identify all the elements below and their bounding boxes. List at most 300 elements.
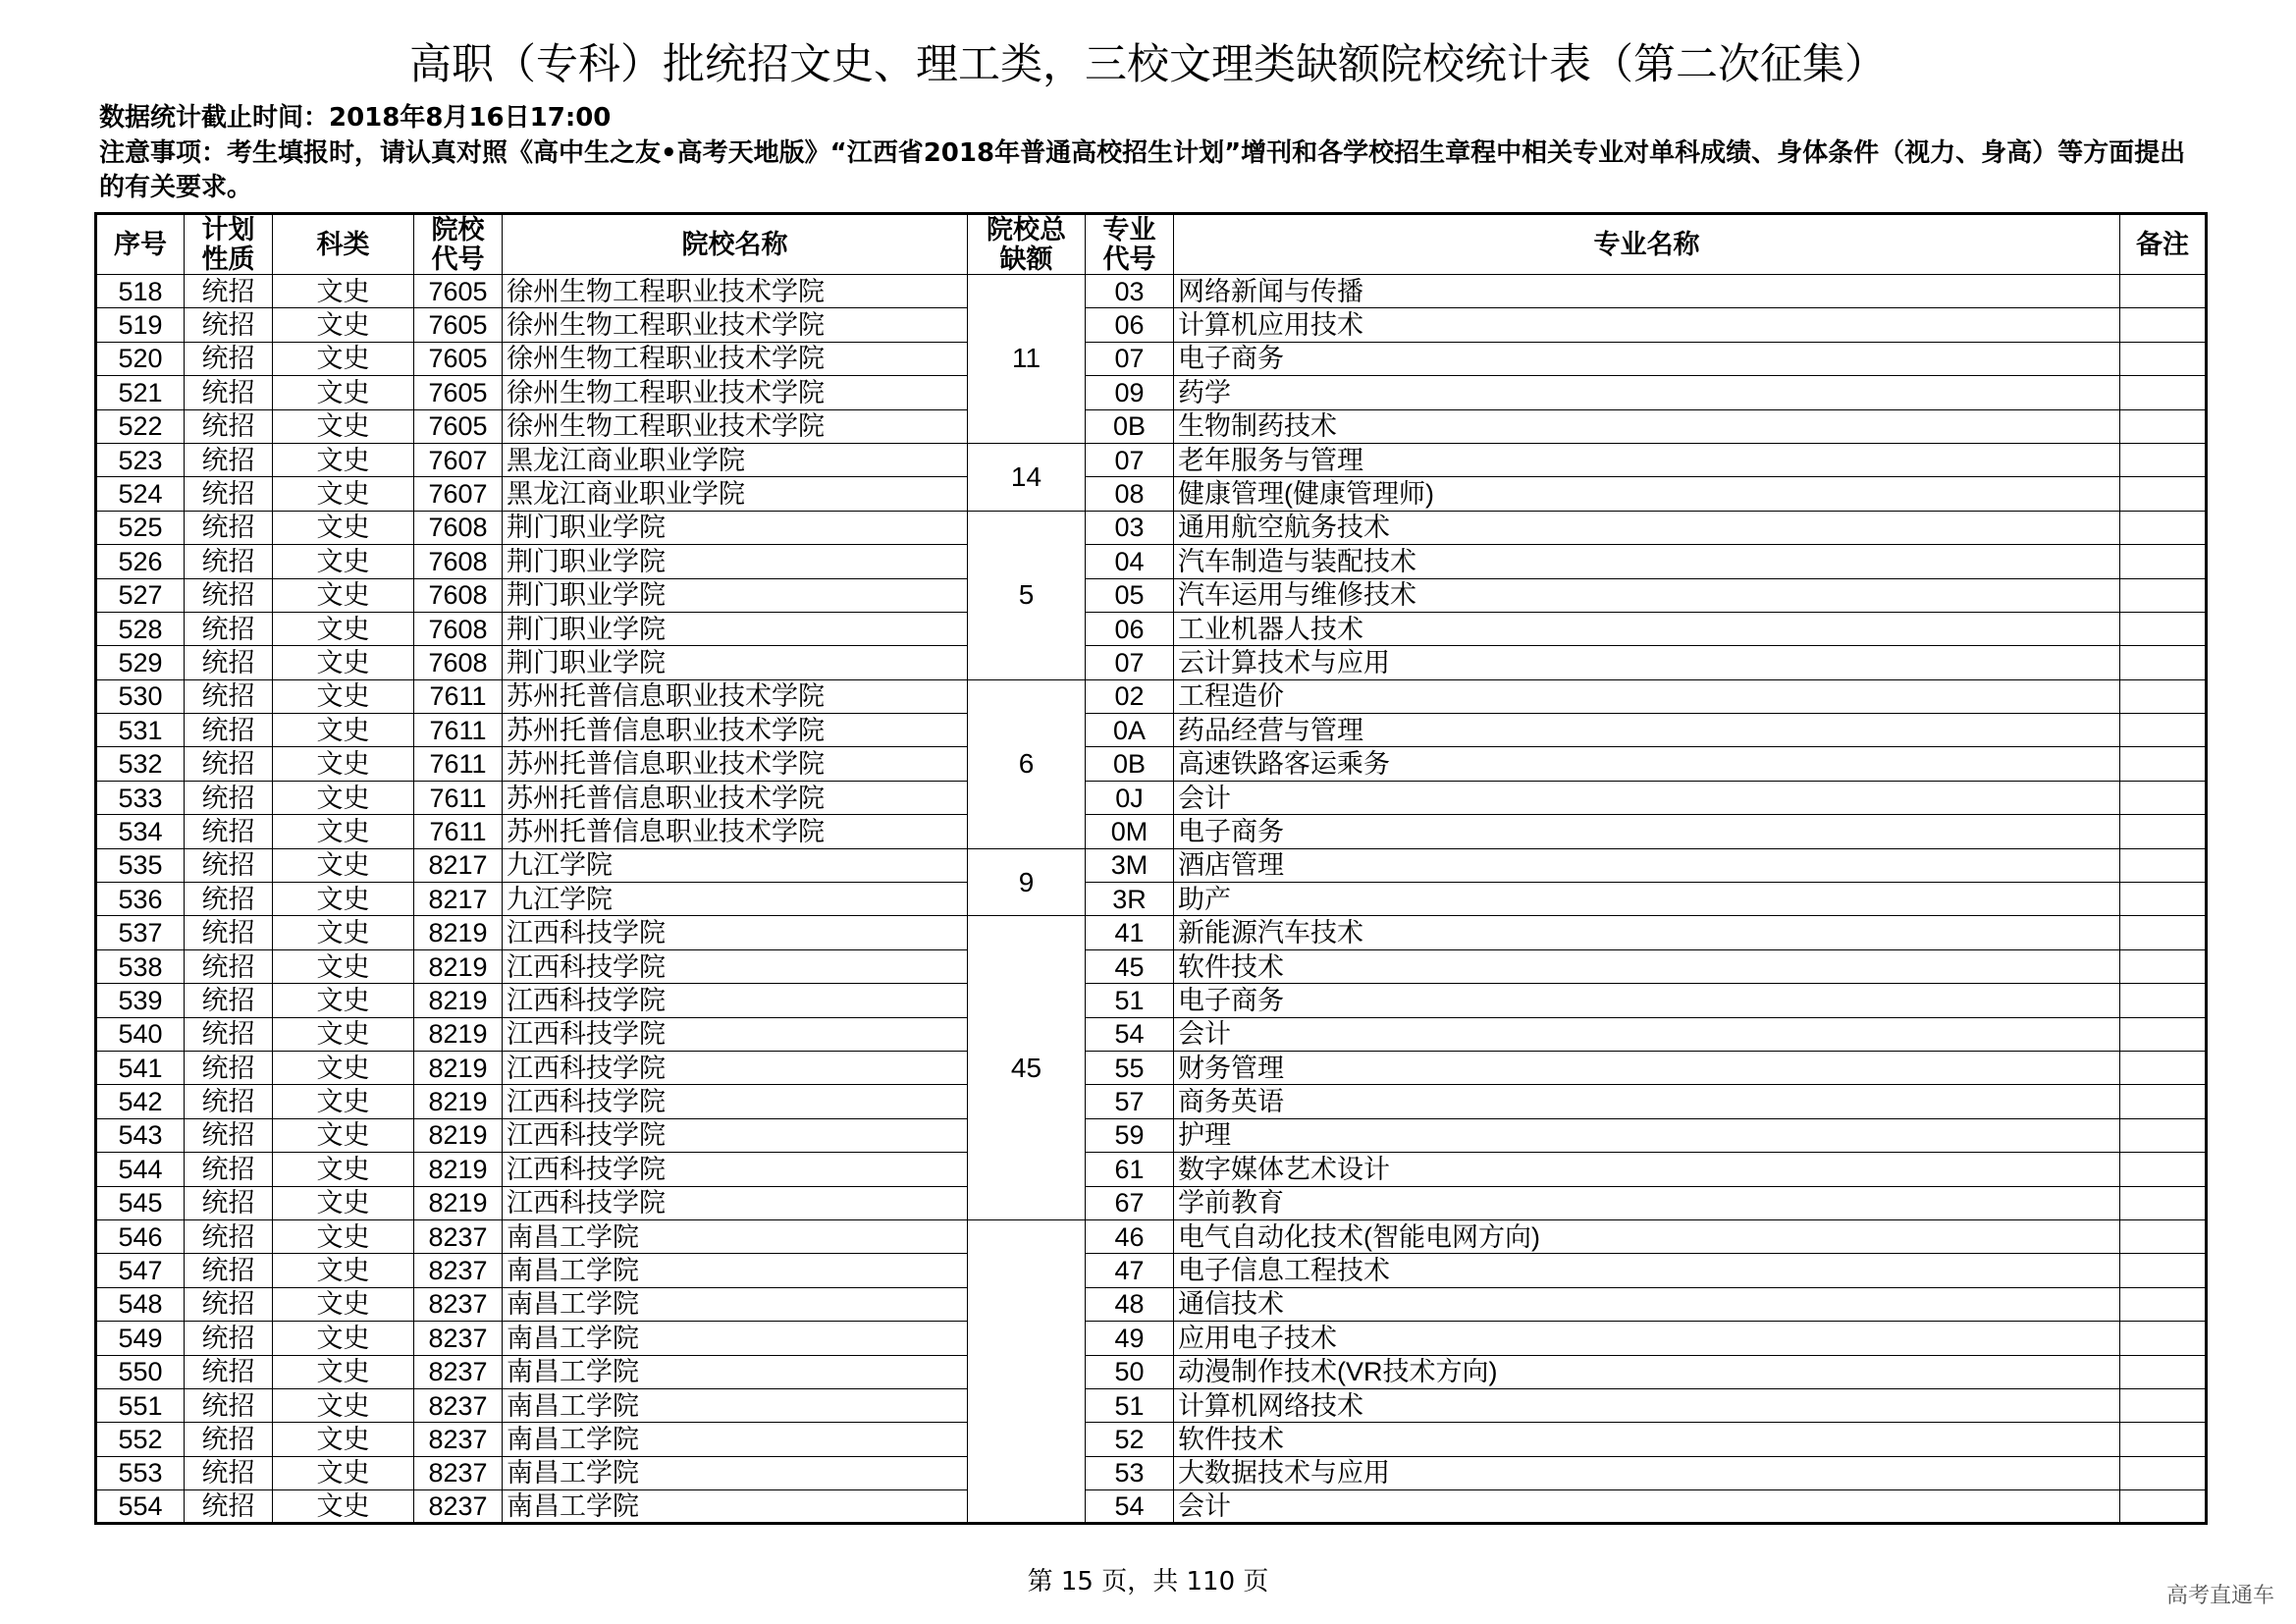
cell-remark [2120,781,2207,814]
cell-school-name: 苏州托普信息职业技术学院 [503,781,968,814]
cell-plan: 统招 [185,848,273,882]
cell-school-name: 徐州生物工程职业技术学院 [503,342,968,375]
cell-plan: 统招 [185,1153,273,1186]
cell-plan: 统招 [185,1118,273,1152]
cell-total-gap: 6 [968,679,1086,848]
cell-remark [2120,578,2207,612]
cell-school-code: 7608 [414,578,503,612]
cell-plan: 统招 [185,747,273,781]
cell-plan: 统招 [185,781,273,814]
cell-remark [2120,477,2207,511]
cell-school-name: 南昌工学院 [503,1456,968,1489]
table-row [96,1118,2207,1152]
cell-seq: 543 [96,1118,185,1152]
cell-school-name: 江西科技学院 [503,1017,968,1051]
cell-plan: 统招 [185,714,273,747]
header-school-name: 院校名称 [503,214,968,275]
table-row [96,511,2207,544]
cell-school-code: 8237 [414,1219,503,1253]
cell-major-code: 48 [1086,1287,1174,1321]
table-row [96,342,2207,375]
cell-school-code: 8237 [414,1254,503,1287]
cell-school-name: 南昌工学院 [503,1219,968,1253]
cell-plan: 统招 [185,1051,273,1084]
cell-category: 文史 [273,848,414,882]
table-row [96,376,2207,409]
table-row [96,1490,2207,1524]
cell-category: 文史 [273,578,414,612]
cell-total-gap: 45 [968,916,1086,1220]
cell-school-code: 8237 [414,1490,503,1524]
cell-school-name: 徐州生物工程职业技术学院 [503,376,968,409]
cell-school-name: 荆门职业学院 [503,612,968,645]
cell-seq: 526 [96,545,185,578]
cell-major-name: 工业机器人技术 [1174,612,2120,645]
table-row [96,883,2207,916]
cell-major-name: 药学 [1174,376,2120,409]
table-row [96,747,2207,781]
cell-major-name: 网络新闻与传播 [1174,275,2120,308]
cell-seq: 530 [96,679,185,713]
header-school-code: 院校代号 [414,214,503,275]
cell-school-code: 8219 [414,916,503,949]
cell-plan: 统招 [185,1322,273,1355]
cell-remark [2120,848,2207,882]
cell-seq: 524 [96,477,185,511]
cell-major-code: 51 [1086,1388,1174,1422]
cell-major-code: 49 [1086,1322,1174,1355]
cell-plan: 统招 [185,275,273,308]
cell-school-code: 7607 [414,477,503,511]
cell-major-code: 59 [1086,1118,1174,1152]
cell-school-code: 8217 [414,883,503,916]
cell-total-gap: 11 [968,275,1086,444]
cell-major-code: 57 [1086,1085,1174,1118]
cell-major-code: 50 [1086,1355,1174,1388]
cell-major-code: 0B [1086,747,1174,781]
cell-school-code: 7605 [414,342,503,375]
cell-school-name: 江西科技学院 [503,1051,968,1084]
cell-school-code: 8237 [414,1322,503,1355]
cell-major-name: 汽车制造与装配技术 [1174,545,2120,578]
cell-category: 文史 [273,477,414,511]
cell-school-code: 7608 [414,511,503,544]
table-row [96,815,2207,848]
cell-category: 文史 [273,1322,414,1355]
cell-category: 文史 [273,883,414,916]
cell-category: 文史 [273,1287,414,1321]
cell-major-name: 大数据技术与应用 [1174,1456,2120,1489]
cell-school-name: 苏州托普信息职业技术学院 [503,747,968,781]
cell-school-name: 江西科技学院 [503,949,968,983]
cell-remark [2120,714,2207,747]
cell-remark [2120,376,2207,409]
cell-major-code: 45 [1086,949,1174,983]
cell-major-name: 学前教育 [1174,1186,2120,1219]
cell-plan: 统招 [185,511,273,544]
cell-category: 文史 [273,511,414,544]
table-row [96,1388,2207,1422]
cell-seq: 544 [96,1153,185,1186]
cell-plan: 统招 [185,308,273,342]
cell-remark [2120,1490,2207,1524]
cell-seq: 523 [96,443,185,476]
cell-major-name: 电子商务 [1174,342,2120,375]
table-row [96,409,2207,443]
table-row [96,646,2207,679]
cell-school-code: 8219 [414,1153,503,1186]
cell-major-name: 商务英语 [1174,1085,2120,1118]
cell-remark [2120,815,2207,848]
cell-category: 文史 [273,815,414,848]
cell-school-name: 荆门职业学院 [503,578,968,612]
cell-major-name: 电子商务 [1174,815,2120,848]
cell-seq: 525 [96,511,185,544]
cell-school-name: 江西科技学院 [503,916,968,949]
cell-seq: 540 [96,1017,185,1051]
cell-major-code: 54 [1086,1017,1174,1051]
cell-seq: 538 [96,949,185,983]
cell-major-name: 药品经营与管理 [1174,714,2120,747]
cell-school-name: 南昌工学院 [503,1287,968,1321]
cell-school-name: 江西科技学院 [503,1186,968,1219]
cell-category: 文史 [273,646,414,679]
cell-school-name: 九江学院 [503,883,968,916]
cell-school-name: 南昌工学院 [503,1322,968,1355]
cell-school-name: 黑龙江商业职业学院 [503,477,968,511]
cell-remark [2120,443,2207,476]
cell-school-name: 荆门职业学院 [503,545,968,578]
cell-seq: 550 [96,1355,185,1388]
cell-remark [2120,275,2207,308]
cell-plan: 统招 [185,1423,273,1456]
cell-category: 文史 [273,679,414,713]
cell-seq: 547 [96,1254,185,1287]
cell-seq: 521 [96,376,185,409]
cell-category: 文史 [273,308,414,342]
cell-category: 文史 [273,1355,414,1388]
cell-total-gap: 14 [968,443,1086,511]
cell-seq: 545 [96,1186,185,1219]
page-footer: 第 15 页，共 110 页 [1027,1567,1269,1597]
cell-plan: 统招 [185,916,273,949]
table-header-row [96,214,2207,275]
cell-school-code: 8237 [414,1456,503,1489]
cell-major-code: 03 [1086,275,1174,308]
cell-plan: 统招 [185,1456,273,1489]
cell-plan: 统招 [185,342,273,375]
cell-seq: 522 [96,409,185,443]
cell-school-code: 7605 [414,376,503,409]
cell-seq: 532 [96,747,185,781]
cell-major-code: 51 [1086,984,1174,1017]
cell-school-code: 7608 [414,612,503,645]
table-row [96,679,2207,713]
cell-plan: 统招 [185,883,273,916]
table-body [96,275,2207,1524]
cell-seq: 546 [96,1219,185,1253]
cell-remark [2120,984,2207,1017]
cell-major-code: 02 [1086,679,1174,713]
cell-category: 文史 [273,714,414,747]
cell-plan: 统招 [185,984,273,1017]
cell-major-name: 新能源汽车技术 [1174,916,2120,949]
cell-category: 文史 [273,612,414,645]
cell-school-name: 南昌工学院 [503,1388,968,1422]
cell-plan: 统招 [185,545,273,578]
cell-plan: 统招 [185,1355,273,1388]
cell-major-name: 护理 [1174,1118,2120,1152]
cell-remark [2120,342,2207,375]
cell-school-code: 8219 [414,1085,503,1118]
cell-seq: 520 [96,342,185,375]
cell-school-code: 7611 [414,714,503,747]
cell-plan: 统招 [185,1287,273,1321]
cell-major-name: 助产 [1174,883,2120,916]
cell-major-code: 07 [1086,443,1174,476]
cell-school-code: 7605 [414,409,503,443]
table-row [96,1254,2207,1287]
cell-seq: 552 [96,1423,185,1456]
deadline-text: 数据统计截止时间：2018年8月16日17:00 [99,103,612,133]
cell-major-name: 会计 [1174,1490,2120,1524]
cell-major-name: 高速铁路客运乘务 [1174,747,2120,781]
cell-seq: 553 [96,1456,185,1489]
cell-major-code: 09 [1086,376,1174,409]
cell-school-name: 南昌工学院 [503,1490,968,1524]
cell-major-code: 04 [1086,545,1174,578]
cell-category: 文史 [273,376,414,409]
cell-school-code: 7608 [414,545,503,578]
cell-major-code: 05 [1086,578,1174,612]
cell-remark [2120,1287,2207,1321]
cell-plan: 统招 [185,578,273,612]
cell-total-gap [968,1219,1086,1524]
header-major-name: 专业名称 [1174,214,2120,275]
cell-major-code: 08 [1086,477,1174,511]
table-row [96,275,2207,308]
cell-remark [2120,409,2207,443]
cell-category: 文史 [273,1388,414,1422]
cell-school-code: 7605 [414,275,503,308]
table-row [96,1456,2207,1489]
cell-category: 文史 [273,1153,414,1186]
table-row [96,1017,2207,1051]
cell-total-gap: 9 [968,848,1086,916]
cell-remark [2120,883,2207,916]
cell-school-code: 8217 [414,848,503,882]
cell-school-name: 荆门职业学院 [503,646,968,679]
cell-major-code: 54 [1086,1490,1174,1524]
cell-category: 文史 [273,747,414,781]
header-major-code: 专业代号 [1086,214,1174,275]
cell-major-code: 67 [1086,1186,1174,1219]
cell-category: 文史 [273,1118,414,1152]
cell-school-name: 江西科技学院 [503,984,968,1017]
cell-major-code: 0B [1086,409,1174,443]
cell-school-code: 7608 [414,646,503,679]
cell-major-code: 41 [1086,916,1174,949]
table-row [96,781,2207,814]
table-row [96,1287,2207,1321]
cell-remark [2120,545,2207,578]
cell-seq: 551 [96,1388,185,1422]
cell-major-code: 06 [1086,308,1174,342]
cell-school-code: 7611 [414,747,503,781]
cell-school-code: 8219 [414,949,503,983]
cell-major-name: 电子信息工程技术 [1174,1254,2120,1287]
cell-school-name: 苏州托普信息职业技术学院 [503,679,968,713]
cell-school-name: 徐州生物工程职业技术学院 [503,275,968,308]
cell-seq: 535 [96,848,185,882]
cell-major-code: 0A [1086,714,1174,747]
header-seq: 序号 [96,214,185,275]
cell-major-code: 55 [1086,1051,1174,1084]
cell-major-code: 3R [1086,883,1174,916]
cell-major-code: 46 [1086,1219,1174,1253]
cell-major-name: 老年服务与管理 [1174,443,2120,476]
table-row [96,714,2207,747]
table-row [96,545,2207,578]
cell-major-name: 会计 [1174,1017,2120,1051]
cell-remark [2120,949,2207,983]
cell-plan: 统招 [185,1254,273,1287]
cell-school-code: 8219 [414,1017,503,1051]
cell-seq: 528 [96,612,185,645]
cell-plan: 统招 [185,949,273,983]
cell-remark [2120,747,2207,781]
cell-category: 文史 [273,409,414,443]
cell-school-name: 徐州生物工程职业技术学院 [503,409,968,443]
cell-plan: 统招 [185,815,273,848]
cell-remark [2120,1219,2207,1253]
notice-text: 注意事项：考生填报时，请认真对照《高中生之友•高考天地版》“江西省2018年普通高校招生计划”增刊和各学校招生章程中相关专业对单科成绩、身体条件（视力、身高）等方面提出的有关要求。 [99,138,2186,202]
cell-school-name: 九江学院 [503,848,968,882]
cell-school-code: 8219 [414,984,503,1017]
cell-plan: 统招 [185,409,273,443]
cell-school-code: 7611 [414,781,503,814]
cell-category: 文史 [273,781,414,814]
cell-category: 文史 [273,1423,414,1456]
cell-major-code: 53 [1086,1456,1174,1489]
cell-school-name: 江西科技学院 [503,1085,968,1118]
cell-seq: 534 [96,815,185,848]
cell-seq: 549 [96,1322,185,1355]
cell-school-code: 8237 [414,1355,503,1388]
cell-seq: 529 [96,646,185,679]
cell-remark [2120,1456,2207,1489]
cell-seq: 533 [96,781,185,814]
cell-remark [2120,612,2207,645]
table-row [96,308,2207,342]
cell-plan: 统招 [185,1186,273,1219]
cell-school-code: 8219 [414,1186,503,1219]
cell-school-code: 7611 [414,815,503,848]
cell-school-name: 南昌工学院 [503,1423,968,1456]
cell-plan: 统招 [185,443,273,476]
cell-school-name: 江西科技学院 [503,1118,968,1152]
cell-major-code: 3M [1086,848,1174,882]
cell-seq: 531 [96,714,185,747]
cell-remark [2120,1017,2207,1051]
header-category: 科类 [273,214,414,275]
cell-major-name: 生物制药技术 [1174,409,2120,443]
table-row [96,477,2207,511]
cell-major-code: 07 [1086,646,1174,679]
cell-plan: 统招 [185,1490,273,1524]
cell-category: 文史 [273,1186,414,1219]
cell-school-code: 7611 [414,679,503,713]
cell-plan: 统招 [185,1388,273,1422]
cell-plan: 统招 [185,646,273,679]
cell-school-name: 黑龙江商业职业学院 [503,443,968,476]
cell-major-name: 软件技术 [1174,949,2120,983]
cell-school-code: 8219 [414,1118,503,1152]
cell-major-code: 06 [1086,612,1174,645]
header-plan: 计划性质 [185,214,273,275]
table-row [96,1186,2207,1219]
cell-major-name: 计算机应用技术 [1174,308,2120,342]
cell-school-name: 徐州生物工程职业技术学院 [503,308,968,342]
table-row [96,1085,2207,1118]
cell-school-code: 8237 [414,1388,503,1422]
cell-seq: 519 [96,308,185,342]
cell-school-name: 苏州托普信息职业技术学院 [503,815,968,848]
cell-seq: 541 [96,1051,185,1084]
cell-remark [2120,511,2207,544]
cell-seq: 554 [96,1490,185,1524]
cell-remark [2120,1153,2207,1186]
cell-major-name: 健康管理(健康管理师) [1174,477,2120,511]
table-row [96,1153,2207,1186]
cell-remark [2120,1254,2207,1287]
cell-major-name: 汽车运用与维修技术 [1174,578,2120,612]
cell-school-code: 8237 [414,1287,503,1321]
cell-remark [2120,1322,2207,1355]
cell-major-name: 电气自动化技术(智能电网方向) [1174,1219,2120,1253]
cell-remark [2120,646,2207,679]
header-remark: 备注 [2120,214,2207,275]
cell-plan: 统招 [185,1017,273,1051]
cell-seq: 518 [96,275,185,308]
cell-category: 文史 [273,545,414,578]
cell-major-code: 61 [1086,1153,1174,1186]
cell-school-code: 8219 [414,1051,503,1084]
cell-category: 文史 [273,1490,414,1524]
cell-plan: 统招 [185,1219,273,1253]
table-row [96,1355,2207,1388]
cell-plan: 统招 [185,612,273,645]
cell-school-name: 江西科技学院 [503,1153,968,1186]
cell-category: 文史 [273,1219,414,1253]
cell-major-code: 03 [1086,511,1174,544]
cell-category: 文史 [273,1456,414,1489]
cell-major-code: 07 [1086,342,1174,375]
cell-major-name: 工程造价 [1174,679,2120,713]
cell-category: 文史 [273,1085,414,1118]
table-row [96,1423,2207,1456]
cell-remark [2120,1388,2207,1422]
cell-major-name: 会计 [1174,781,2120,814]
cell-remark [2120,1085,2207,1118]
cell-category: 文史 [273,275,414,308]
cell-category: 文史 [273,949,414,983]
cell-plan: 统招 [185,477,273,511]
cell-major-name: 电子商务 [1174,984,2120,1017]
cell-major-name: 通信技术 [1174,1287,2120,1321]
cell-seq: 537 [96,916,185,949]
cell-plan: 统招 [185,376,273,409]
